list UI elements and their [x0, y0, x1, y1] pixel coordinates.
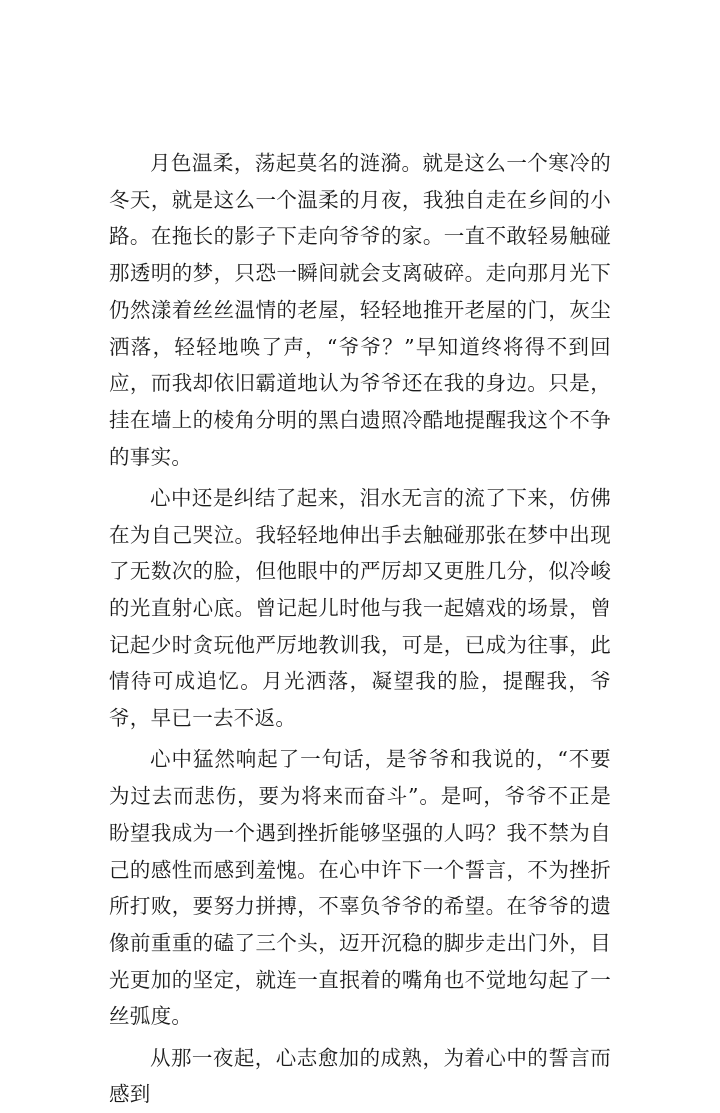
paragraph-2: 心中还是纠结了起来，泪水无言的流了下来，仿佛在为自己哭泣。我轻轻地伸出手去触碰那张在梦中出现了无数次的脸，但他眼中的严厉却又更胜几分，似冷峻的光直射心底。曾记起儿时他与我一起嬉戏的场景，曾记起少时贪玩他严厉地教训我，可是，已成为往事，此情待可成追忆。月光洒落，凝望我的脸，提醒我，爷爷，早已一去不返。 — [109, 485, 611, 731]
document-body — [109, 145, 611, 1113]
paragraph-4: 从那一夜起，心志愈加的成熟，为着心中的誓言而感到 — [109, 1045, 611, 1107]
paragraph-1: 月色温柔，荡起莫名的涟漪。就是这么一个寒冷的冬天，就是这么一个温柔的月夜，我独自走在乡间的小路。在拖长的影子下走向爷爷的家。一直不敢轻易触碰那透明的梦，只恐一瞬间就会支离破碎。走向那月光下仍然漾着丝丝温情的老屋，轻轻地推开老屋的门，灰尘洒落，轻轻地唤了声，“爷爷？”早知道终将得不到回应，而我却依旧霸道地认为爷爷还在我的身边。只是，挂在墙上的棱角分明的黑白遗照冷酷地提醒我这个不争的事实。 — [109, 151, 611, 469]
paragraph-3: 心中猛然响起了一句话，是爷爷和我说的，“不要为过去而悲伤，要为将来而奋斗”。是呵，爷爷不正是盼望我成为一个遇到挫折能够坚强的人吗？我不禁为自己的感性而感到羞愧。在心中许下一个誓言，不为挫折所打败，要努力拼搏，不辜负爷爷的希望。在爷爷的遗像前重重的磕了三个头，迈开沉稳的脚步走出门外，目光更加的坚定，就连一直抿着的嘴角也不觉地勾起了一丝弧度。 — [109, 747, 611, 1029]
